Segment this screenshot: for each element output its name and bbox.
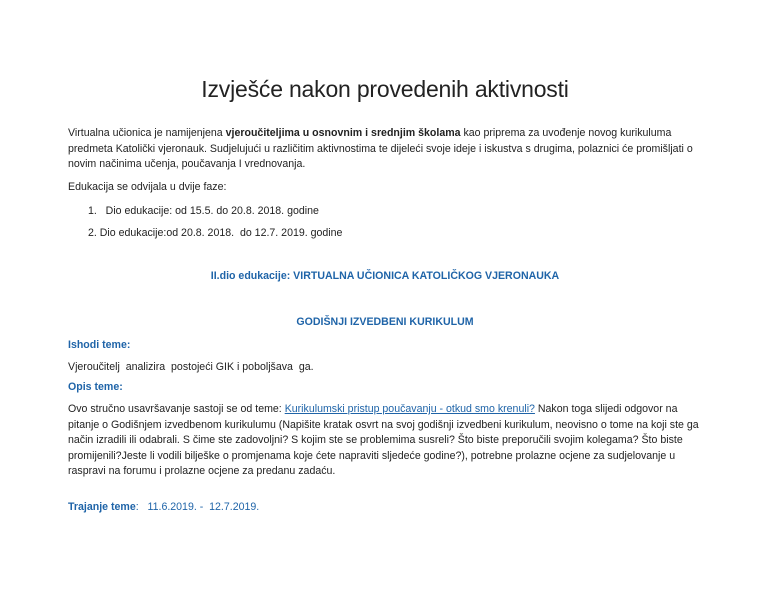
phase-item-1: 1. Dio edukacije: od 15.5. do 20.8. 2018. godine — [88, 205, 319, 217]
intro-bold-audience: vjeroučiteljima u osnovnim i srednjim školama — [225, 127, 461, 139]
document-title: Izvješće nakon provedenih aktivnosti — [201, 76, 569, 102]
trajanje-separator: : — [135, 501, 139, 513]
intro-text-start: Virtualna učionica je namijenjena — [68, 127, 226, 139]
part2-heading: II.dio edukacije: VIRTUALNA UČIONICA KATOLIČKOG VJERONAUKA — [210, 270, 560, 282]
opis-paragraph — [68, 402, 702, 480]
opis-label: Opis teme: — [68, 381, 123, 393]
ishodi-text: Vjeroučitelj analizira postojeći GIK i poboljšava ga. — [68, 361, 314, 373]
trajanje-label: Trajanje teme — [68, 501, 136, 513]
education-intro: Edukacija se odvijala u dvije faze: — [68, 181, 227, 193]
opis-text-start: Ovo stručno usavršavanje sastoji se od teme: — [68, 403, 285, 415]
phase-item-2: 2. Dio edukacije:od 20.8. 2018. do 12.7. 2019. godine — [88, 227, 343, 239]
opis-text-end: Nakon toga slijedi odgovor na pitanje o Godišnjem izvedbenom kurikulumu (Napišite kratak osvrt na svoj godišnji izvedbeni kurikulum, neovisno o tome na koji ste ga način izradili ili odabrali. S čime ste zadovoljni? S kojim ste se problemima susreli? Što biste preporučili svojim kolegama? Što biste promijenili?Jeste li vodili bilješke o promjenama koje ćete napraviti sljedeće godine?), potrebne prolazne ocjene za sudjelovanje u raspravi na forumu i prolazne ocjene za predanu zadaću. — [68, 403, 699, 477]
intro-text-end: kao priprema za uvođenje novog kurikuluma predmeta Katolički vjeronauk. Sudjelujući u različitim aktivnostima te dijeleći svoje ideje i iskustva s drugima, polaznici će promišljati o novim načinima učenja, poučavanja I vrednovanja. — [68, 127, 693, 170]
topic-link[interactable]: Kurikulumski pristup poučavanju - otkud smo krenuli? — [284, 403, 535, 415]
gik-heading: GODIŠNJI IZVEDBENI KURIKULUM — [296, 316, 474, 328]
trajanje-line — [68, 500, 702, 516]
trajanje-value: 11.6.2019. - 12.7.2019. — [138, 501, 260, 513]
intro-paragraph — [68, 126, 702, 173]
ishodi-label: Ishodi teme: — [68, 339, 131, 351]
